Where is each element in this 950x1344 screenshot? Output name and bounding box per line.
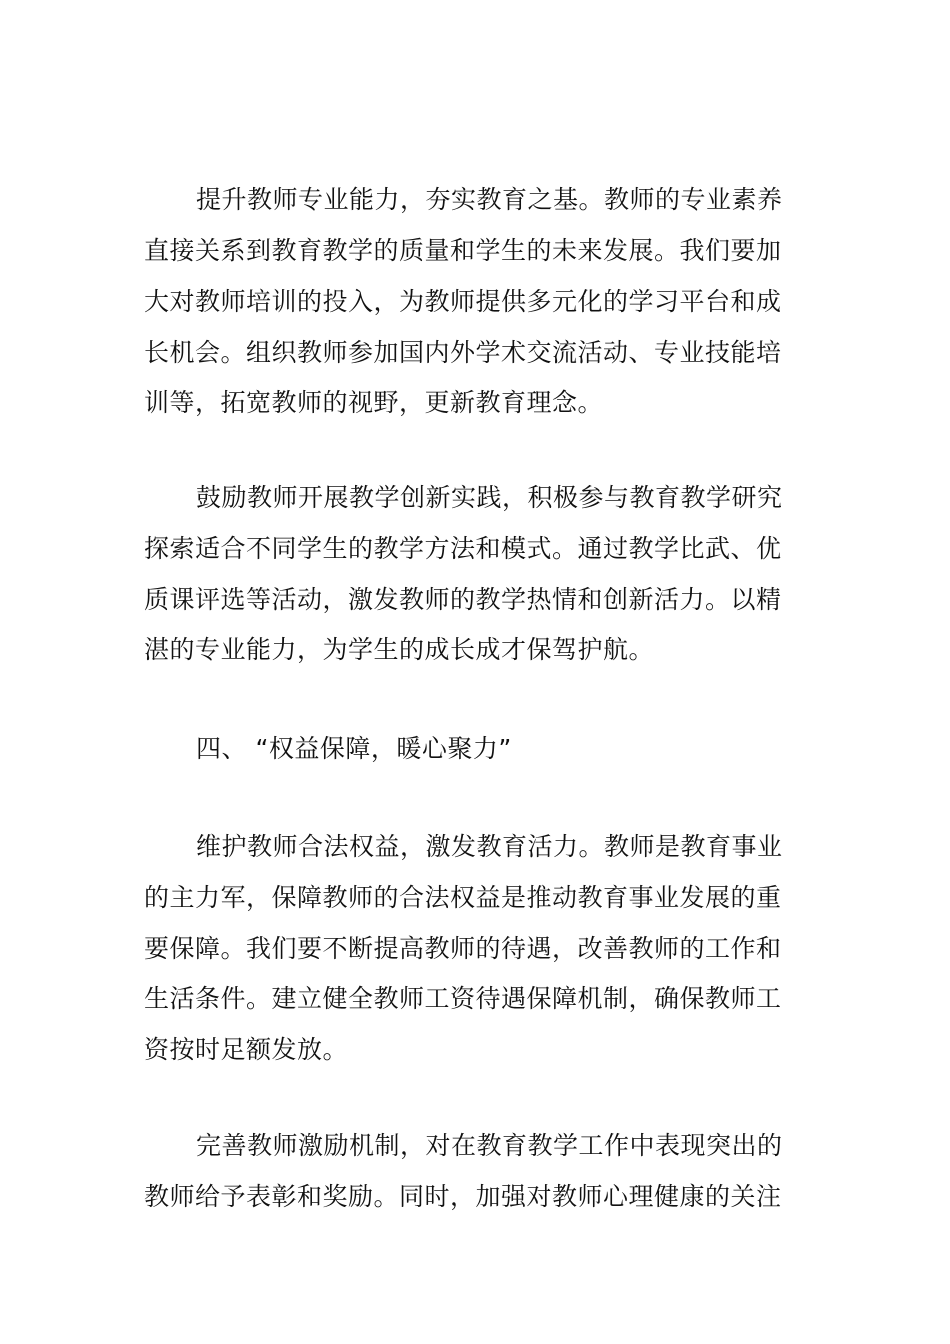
paragraph-2-line-2: 探索适合不同学生的教学方法和模式。通过教学比武、优 <box>144 534 782 563</box>
paragraph-1-line-3: 大对教师培训的投入，为教师提供多元化的学习平台和成 <box>144 287 782 316</box>
paragraph-2-line-1: 鼓励教师开展教学创新实践，积极参与教育教学研究 <box>196 483 783 512</box>
paragraph-3-line-3: 要保障。我们要不断提高教师的待遇，改善教师的工作和 <box>144 934 782 963</box>
paragraph-2-line-3: 质课评选等活动，激发教师的教学热情和创新活力。以精 <box>144 585 782 614</box>
paragraph-3-line-4: 生活条件。建立健全教师工资待遇保障机制，确保教师工 <box>144 984 782 1013</box>
paragraph-3-line-2: 的主力军，保障教师的合法权益是推动教育事业发展的重 <box>144 883 782 912</box>
paragraph-4-line-2: 教师给予表彰和奖励。同时，加强对教师心理健康的关注 <box>144 1182 782 1211</box>
paragraph-4-line-1: 完善教师激励机制，对在教育教学工作中表现突出的 <box>196 1131 783 1160</box>
paragraph-1-line-1: 提升教师专业能力，夯实教育之基。教师的专业素养 <box>196 185 783 214</box>
paragraph-3-line-1: 维护教师合法权益，激发教育活力。教师是教育事业 <box>196 832 783 861</box>
paragraph-1-line-4: 长机会。组织教师参加国内外学术交流活动、专业技能培 <box>144 338 782 367</box>
paragraph-2-line-4: 湛的专业能力，为学生的成长成才保驾护航。 <box>144 635 655 664</box>
section-heading: 四、 “权益保障，暖心聚力” <box>196 734 512 763</box>
paragraph-1-line-2: 直接关系到教育教学的质量和学生的未来发展。我们要加 <box>144 236 782 265</box>
paragraph-1-line-5: 训等，拓宽教师的视野，更新教育理念。 <box>144 388 604 417</box>
paragraph-3-line-5: 资按时足额发放。 <box>144 1035 349 1064</box>
